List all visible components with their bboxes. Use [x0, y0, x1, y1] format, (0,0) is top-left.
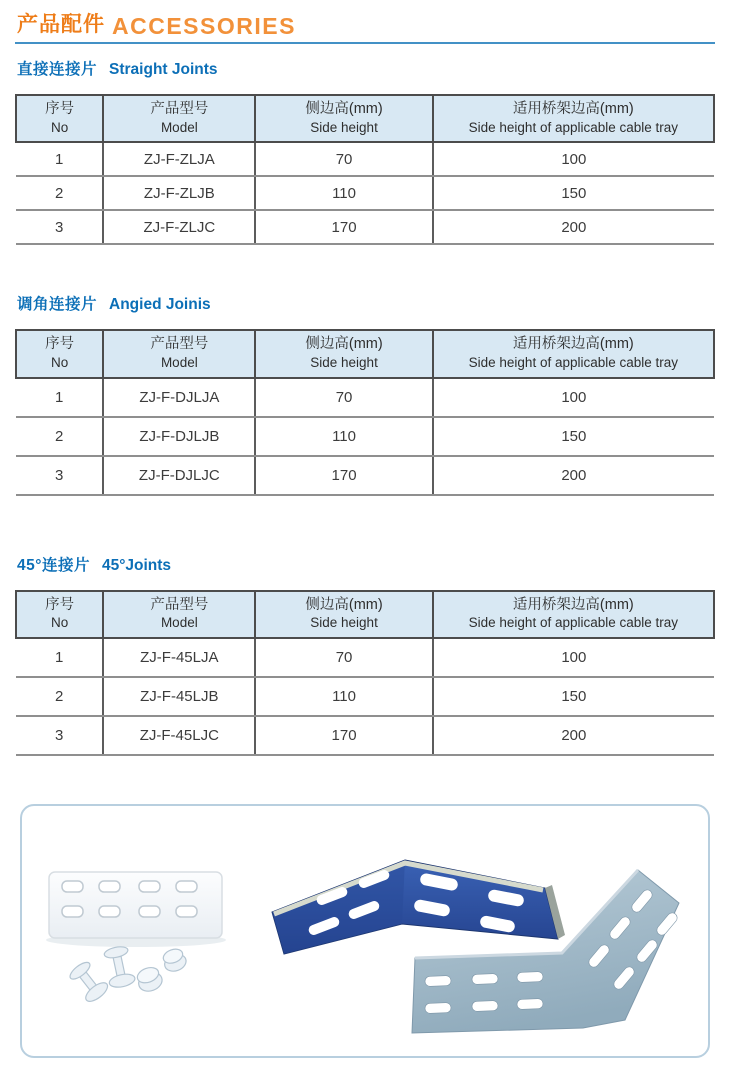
angled-joint-bracket-photo	[272, 860, 565, 954]
section-title-straight-joints: 直接连接片 Straight Joints	[17, 61, 218, 78]
table-row	[16, 677, 714, 716]
cell-side-height: 110	[255, 677, 432, 716]
page-title-cn: 产品配件	[17, 13, 105, 36]
cell-model: ZJ-F-45LJB	[103, 677, 255, 716]
col-header-tray-height: 适用桥架边高(mm) Side height of applicable cable tray	[433, 95, 714, 142]
table-row	[16, 210, 714, 244]
col-header-model: 产品型号 Model	[103, 95, 255, 142]
cell-side-height: 70	[255, 638, 432, 677]
table-row	[16, 417, 714, 456]
cell-model: ZJ-F-45LJA	[103, 638, 255, 677]
table-row	[16, 638, 714, 677]
cell-no: 3	[16, 716, 103, 755]
cell-side-height: 70	[255, 378, 432, 417]
page-title	[15, 8, 715, 38]
col-header-no: 序号 No	[16, 330, 103, 377]
col-header-side-height: 侧边高(mm) Side height	[255, 95, 432, 142]
cell-no: 3	[16, 456, 103, 495]
table-row	[16, 716, 714, 755]
page-title-en: ACCESSORIES	[112, 13, 296, 39]
col-header-tray-height: 适用桥架边高(mm) Side height of applicable cable tray	[433, 330, 714, 377]
col-header-no: 序号 No	[16, 95, 103, 142]
cell-model: ZJ-F-ZLJC	[103, 210, 255, 244]
cell-side-height: 110	[255, 417, 432, 456]
cell-side-height: 170	[255, 456, 432, 495]
cell-no: 2	[16, 176, 103, 210]
cell-tray-height: 200	[433, 210, 714, 244]
cell-side-height: 110	[255, 176, 432, 210]
cell-no: 1	[16, 638, 103, 677]
cell-side-height: 170	[255, 716, 432, 755]
fastener-bolts-photo	[67, 945, 189, 1005]
straight-joint-plate-photo	[46, 872, 226, 947]
45-joints-table	[15, 590, 715, 756]
cell-side-height: 70	[255, 142, 432, 176]
section-title-angled-joints: 调角连接片 Angied Joinis	[17, 296, 211, 314]
table-header-row	[16, 95, 714, 142]
cell-tray-height: 150	[433, 677, 714, 716]
product-photos	[22, 806, 708, 1056]
cell-tray-height: 200	[433, 716, 714, 755]
cell-tray-height: 100	[433, 378, 714, 417]
angled-joints-table	[15, 329, 715, 495]
col-header-no: 序号 No	[16, 591, 103, 638]
table-header-row	[16, 591, 714, 638]
col-header-model: 产品型号 Model	[103, 330, 255, 377]
cell-model: ZJ-F-DJLJC	[103, 456, 255, 495]
table-header-row	[16, 330, 714, 377]
cell-tray-height: 100	[433, 638, 714, 677]
cell-tray-height: 150	[433, 417, 714, 456]
cell-no: 2	[16, 417, 103, 456]
cell-no: 2	[16, 677, 103, 716]
table-row	[16, 176, 714, 210]
cell-model: ZJ-F-ZLJB	[103, 176, 255, 210]
cell-model: ZJ-F-ZLJA	[103, 142, 255, 176]
section-title-45-joints: 45°连接片 45°Joints	[17, 556, 172, 574]
col-header-side-height: 侧边高(mm) Side height	[255, 330, 432, 377]
cell-no: 3	[16, 210, 103, 244]
col-header-side-height: 侧边高(mm) Side height	[255, 591, 432, 638]
product-photo-panel	[20, 804, 710, 1058]
table-row	[16, 378, 714, 417]
cell-model: ZJ-F-45LJC	[103, 716, 255, 755]
cell-tray-height: 100	[433, 142, 714, 176]
table-row	[16, 456, 714, 495]
straight-joints-table	[15, 94, 715, 245]
cell-tray-height: 200	[433, 456, 714, 495]
cell-side-height: 170	[255, 210, 432, 244]
cell-model: ZJ-F-DJLJA	[103, 378, 255, 417]
title-divider	[15, 42, 715, 44]
col-header-tray-height: 适用桥架边高(mm) Side height of applicable cable tray	[433, 591, 714, 638]
col-header-model: 产品型号 Model	[103, 591, 255, 638]
cell-no: 1	[16, 378, 103, 417]
table-row	[16, 142, 714, 176]
cell-tray-height: 150	[433, 176, 714, 210]
cell-no: 1	[16, 142, 103, 176]
cell-model: ZJ-F-DJLJB	[103, 417, 255, 456]
